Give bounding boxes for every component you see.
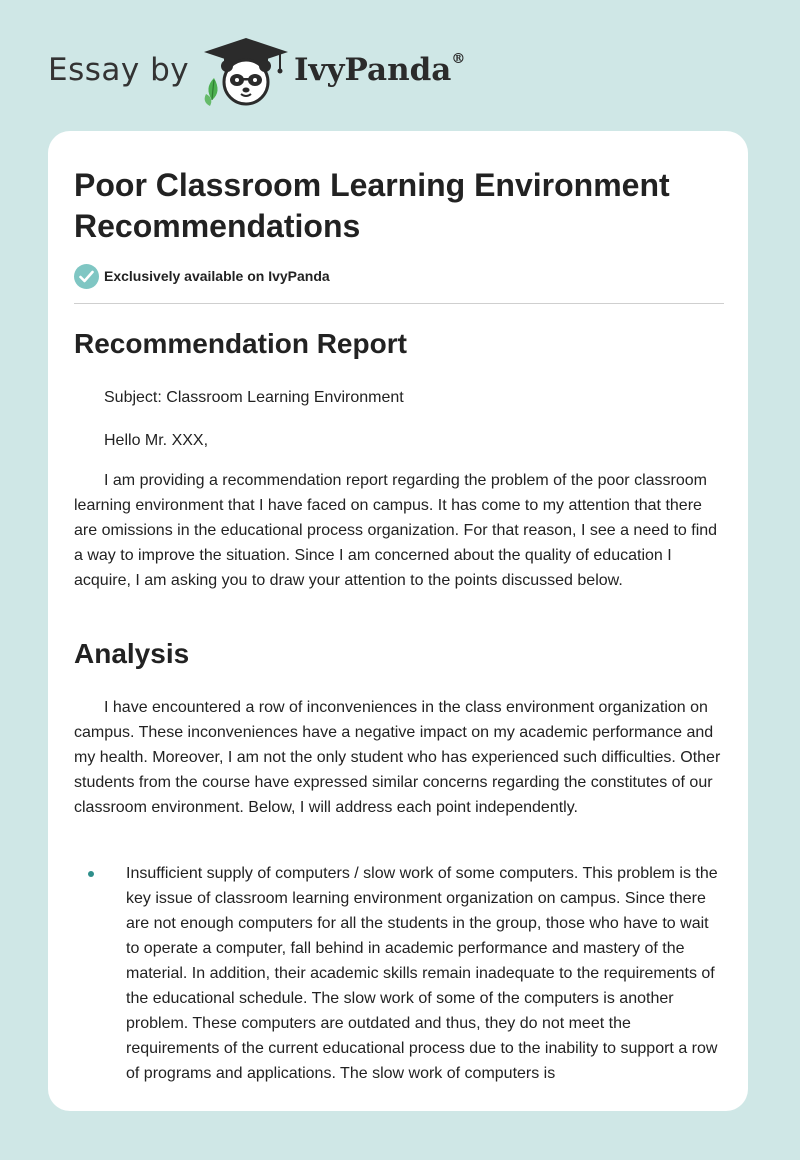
divider [74, 303, 724, 304]
section-heading-analysis: Analysis [74, 638, 190, 669]
intro-paragraph: I am providing a recommendation report regarding the problem of the poor classroom learning environment that I have faced on campus. It has come to my attention that there are omissions in the educational process organization. For that reason, I see a need to find a way to improve the situation. Since I am concerned about the quality of education I acquire, I am asking you to draw your attention to the points discussed below. [74, 472, 718, 589]
list-item [74, 861, 724, 1086]
exclusive-label: Exclusively available on IvyPanda [104, 268, 330, 284]
exclusive-badge [74, 263, 330, 289]
page-title: Poor Classroom Learning Environment Recommendations [74, 167, 670, 244]
panda-graduate-icon [200, 36, 292, 108]
analysis-bullet-list [74, 861, 724, 1086]
section-heading-recommendation-report: Recommendation Report [74, 328, 407, 359]
brand-header[interactable] [48, 36, 478, 108]
brand-name: IvyPanda® [294, 50, 466, 88]
essay-by-label: Essay by [48, 52, 190, 88]
greeting-line: Hello Mr. XXX, [104, 432, 209, 449]
subject-line: Subject: Classroom Learning Environment [104, 389, 404, 406]
bullet-dot [88, 871, 94, 877]
bullet-text: Insufficient supply of computers / slow work of some computers. This problem is the key issue of classroom learning environment organization on campus. Since there are not enough computers for all the students in the group, those who have to wait to operate a computer, fall behind in academic performance and mastery of the material. In addition, their academic skills remain inadequate to the requirements of the educational schedule. The slow work of some of the computers is another problem. These computers are outdated and thus, they do not meet the requirements of the current educational process due to the inability to support a row of programs and applications. The slow work of computers is [126, 865, 718, 1082]
registered-mark: ® [451, 50, 466, 67]
check-icon [74, 264, 99, 289]
essay-card [48, 131, 748, 1111]
analysis-paragraph: I have encountered a row of inconveniences in the class environment organization on campus. These inconveniences have a negative impact on my academic performance and my health. Moreover, I am not the only student who has experienced such difficulties. Other students from the course have expressed similar concerns regarding the constitutes of our classroom environment. Below, I will address each point independently. [74, 699, 721, 816]
